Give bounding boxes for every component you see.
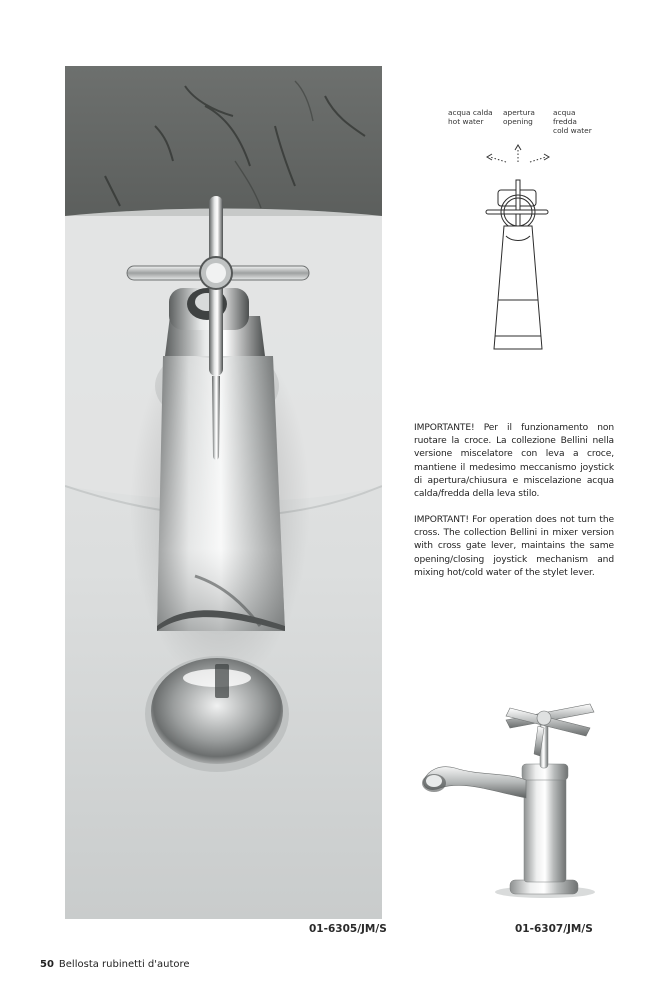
- direction-arrows: [490, 148, 546, 162]
- page-footer: [40, 959, 190, 970]
- page-number: 50: [40, 959, 54, 970]
- product-code: 01-6307/JM/S: [515, 923, 593, 935]
- italian-note: IMPORTANTE! Per il funzionamento non ruotare la croce. La collezione Bellini nella versione miscelatore con leva a croce, mantiene il medesimo meccanismo joystick di apertura/chiusura e miscelazione acqua calda/fredda della leva stilo.: [414, 423, 614, 500]
- cold-water-label: acqua fredda cold water: [553, 108, 592, 135]
- english-note: IMPORTANT! For operation does not turn the cross. The collection Bellini in mixer version with cross gate lever, maintains the same opening/closing joystick mechanism and mixing hot/cold water of the stylet lever.: [414, 515, 614, 578]
- main-product-code: 01-6305/JM/S: [309, 923, 387, 935]
- product-photo: [410, 680, 640, 910]
- operation-diagram: [440, 104, 600, 354]
- brand-name: Bellosta rubinetti d'autore: [58, 959, 190, 970]
- hot-water-label: acqua calda hot water: [448, 108, 493, 126]
- main-product-photo: [65, 66, 382, 919]
- opening-label: apertura opening: [503, 108, 535, 126]
- faucet-diagram-drawing: [440, 104, 600, 354]
